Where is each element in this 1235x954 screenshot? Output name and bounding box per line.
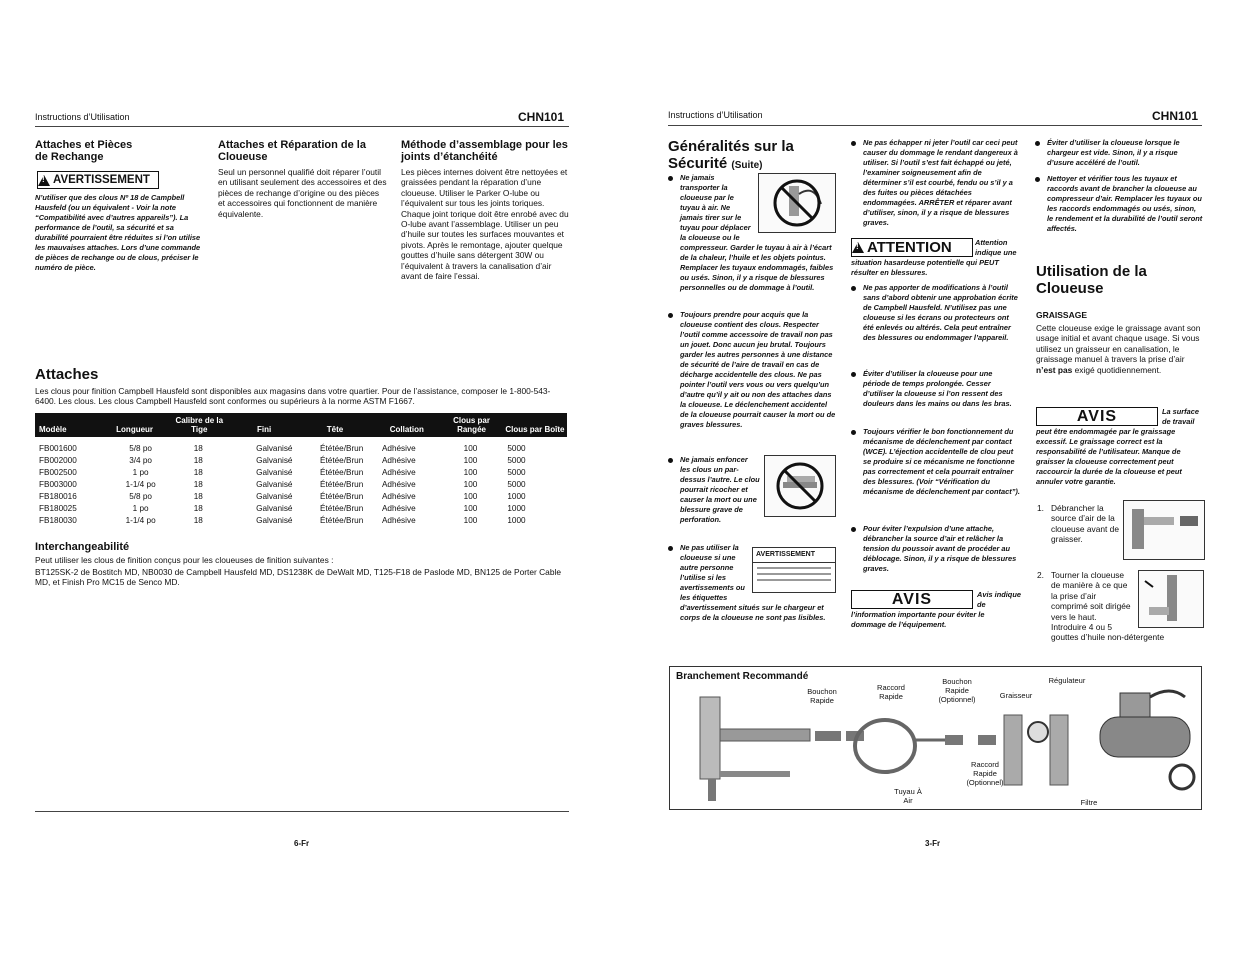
col-header: Tête [296,413,374,437]
utilisation-title: Utilisation de la Cloueuse [1036,263,1147,297]
attention-block [851,238,1021,278]
table-cell: 100 [463,480,478,489]
table-cell: Ététée/Brun [320,468,364,477]
connection-diagram [669,666,1202,810]
nailer-drawing [1124,501,1204,559]
interchange-list: BT125SK-2 de Bostitch MD, NB0030 de Campbell Hausfeld MD, DS1238K de DeWalt MD, T125-F18 de Paslode MD, BN125 de Porter Cable MD, et Finish Pro MC15 de Senco MD. [35,567,562,588]
bullet-text: Ne pas apporter de modifications à l’outil sans d’abord obtenir une approbation écrite de Campbell Hausfeld. N’utilisez pas une cloueuse si les écrans ou protecteurs ont été enlevés ou altérés. Cela peut entraîner des blessures ou endommager l’appareil. [863,283,1018,342]
table-cell: FB180016 [39,492,77,501]
bullet-text: Ne jamais enfoncer les clous un par-dessus l’autre. Le clou pourrait ricocher et causer la mort ou une blessure grave de perforation. [680,455,836,525]
bullet-icon [851,141,856,146]
step2-number: 2. [1037,570,1044,580]
table-cell: FB002000 [39,456,77,465]
label-raccord-rapide: Raccord Rapide [877,683,905,701]
table-cell: 5000 [507,444,526,453]
table-cell: Ététée/Brun [320,516,364,525]
nailer-icon [700,697,810,801]
step1-number: 1. [1037,503,1044,513]
oil-nailer-illustration-2 [1138,570,1204,628]
section-title-attaches-pieces: Attaches et Pièces de Rechange [35,139,133,163]
diagram-title: Branchement Recommandé [676,671,809,682]
no-stacking-nails-icon [764,455,836,517]
table-cell: 1000 [507,504,526,513]
table-row [35,503,567,515]
bullet-icon [1035,141,1040,146]
label-raccord-optionnel: Raccord Rapide (Optionnel) [966,760,1004,787]
table-cell: Galvanisé [256,516,293,525]
table-cell: 1 po [132,468,149,477]
col-header: Clous par Boîte [503,413,567,437]
section-title-assemblage: Méthode d’assemblage pour les joints d’étanchéité [401,139,568,163]
col-header: Clous par Rangée [440,413,504,437]
table-cell: Ététée/Brun [320,504,364,513]
specs-table [35,413,567,527]
table-cell: Galvanisé [256,480,293,489]
table-cell: 5/8 po [129,492,152,501]
oil-nailer-illustration-1 [1123,500,1205,560]
graissage-text: Cette cloueuse exige le graissage avant son usage initial et avant chaque usage. Si vous utilisez un graisseur en canalisation, le graissage manuel à travers la prise d’air n’est pas exigé quotidiennement. [1036,323,1201,375]
table-cell: Ététée/Brun [320,492,364,501]
avis-block [851,590,1021,630]
table-cell: 18 [193,456,203,465]
compressor-icon [1100,691,1194,789]
attention-text: Attention indique une situation hasardeuse potentielle qui PEUT résulter en blessures. [851,238,1017,277]
col2-bullet-1 [851,138,1021,228]
avis-text: La surface de travail peut être endommagée par le graissage excessif. Le graissage correct est la responsabilité de l’utilisateur. Manque de graisser la cloueuse correctement peut raccourcir la durée de la cloueuse et peut annuler votre garantie. [1036,407,1199,486]
table-cell: Ététée/Brun [320,444,364,453]
table-cell: 18 [193,468,203,477]
table-cell: Galvanisé [256,456,293,465]
avis-badge: AVIS [851,590,973,609]
attaches-title: Attaches [35,366,99,383]
section-title-reparation: Attaches et Réparation de la Cloueuse [218,139,366,163]
label-regulateur: Régulateur [1048,676,1086,685]
header-model: CHN101 [1152,109,1199,123]
table-cell: 100 [463,516,478,525]
safety-bullet-1 [668,173,836,293]
bullet-text: Éviter d’utiliser la cloueuse lorsque le chargeur est vide. Sinon, il y a risque d’usure accéléré de l’outil. [1047,138,1180,167]
table-cell: Adhésive [381,480,416,489]
graissage-heading: GRAISSAGE [1036,310,1088,320]
assemblage-text: Les pièces internes doivent être nettoyées et graissées pendant la réparation d’une cloueuse. Utiliser le Parker O-lube ou l’équivalent sur tous les joints toriques. Chaque joint torique doit être enrobé avec du O-lube avant l’assemblage. Utiliser un peu d’huile sur toutes les surfaces mouvantes et pivots. Après le remontage, ajouter quelque gouttes d’huile sans détergent 30W ou l’équivalent à travers la canalisation d’air avant de faire l’essai. [401,167,569,282]
table-cell: 1000 [507,516,526,525]
header-instructions: Instructions d’Utilisation [668,110,763,120]
table-cell: 100 [463,456,478,465]
table-cell: 18 [193,504,203,513]
safety-bullet-3 [668,455,836,525]
lubricator-regulator-filter-icon [1004,715,1068,785]
bullet-text: Ne jamais transporter la cloueuse par le tuyau à air. Ne jamais tirer sur le tuyau pour déplacer la cloueuse ou le compresseur. Garder le tuyau à air à l’écart de la chaleur, l’huile et les objets pointus. Remplacer les tuyaux endommagés, faibles ou usés. Sinon, il y a risque de blessures personnelles ou de dommage à l’outil. [680,173,836,293]
small-warning-label: AVERTISSEMENT [753,548,835,563]
bullet-icon [851,286,856,291]
col3-bullet-2 [1035,174,1203,234]
bullet-text: Ne pas échapper ni jeter l’outil car ceci peut causer du dommage le rendant dangereux à utiliser. Si l’outil s’est fait échappé ou jeté, l’examiner soigneusement afin de déterminer s’il est courbé, fendu ou s’il y a des fuites ou pièces détachées endommagées. ARRÊTER et réparer avant d’utiliser, sinon, il y a risque de blessures graves. [863,138,1018,227]
table-cell: Adhésive [381,504,416,513]
bullet-icon [851,430,856,435]
warning-label: AVERTISSEMENT [53,174,150,186]
table-row [35,467,567,479]
label-bouchon-rapide: Bouchon Rapide [807,687,837,705]
footer-rule [35,811,569,812]
col-header: Modèle [35,413,103,437]
step2-text: Tourner la cloueuse de manière à ce que la prise d’air comprimé soit dirigée vers le haut. Introduire 4 ou 5 gouttes d’huile non-détergente [1051,570,1204,643]
bullet-text: Toujours prendre pour acquis que la cloueuse contient des clous. Respecter l’outil comme accessoire de travail non pas un jouet. Donc aucun jeu brutal. Toujours garder les autres personnes à une distance de sécurité de l’aire de travail en cas de décharge accidentelle des clous. Ne pas pointer l’outil vers vous ou vers quelqu’un d’autre qu’il y ait ou non des attaches dans la cloueuse. Le déclenchement accidentel de la cloueuse pourrait causer la mort ou de graves blessures. [680,310,836,429]
table-cell: Adhésive [381,492,416,501]
table-cell: 1-1/4 po [125,516,156,525]
safety-title [668,138,838,174]
no-carry-by-hose-icon [758,173,836,233]
table-cell: Ététée/Brun [320,456,364,465]
col-header: Collation [374,413,440,437]
bullet-icon [668,546,673,551]
bullet-icon [851,372,856,377]
warning-triangle-icon [38,175,50,186]
bullet-icon [668,176,673,181]
page-number: 6-Fr [294,839,310,848]
avis-block-2 [1036,407,1204,487]
header-rule [35,126,569,127]
avis-badge: AVIS [1036,407,1158,426]
label-tuyau: Tuyau À Air [894,787,922,805]
page-number: 3-Fr [925,839,941,848]
specs-table-wrapper [35,413,567,527]
safety-bullet-2 [668,310,836,430]
table-cell: Galvanisé [256,468,293,477]
warning-label-illustration [752,547,836,593]
bullet-icon [668,458,673,463]
table-row [35,437,567,455]
avis-text: Avis indique de l’information importante pour éviter le dommage de l’équipement. [851,590,1021,629]
warning-text: N’utiliser que des clous Nº 18 de Campbell Hausfeld (ou un équivalent - Voir la note “Compatibilité avec d’autres appareils”). La performance de l’outil, sa sécurité et sa durabilité pourraient être réduites si l’on utilise les mauvaises attaches. Lors d’une commande de pièces de rechange ou de clous, préciser le numéro de pièce. [35,193,201,272]
header-model: CHN101 [518,110,565,124]
table-cell: Galvanisé [256,504,293,513]
table-cell: Adhésive [381,456,416,465]
table-cell: 100 [463,504,478,513]
table-cell: Galvanisé [256,492,293,501]
table-cell: Adhésive [381,444,416,453]
table-cell: 18 [193,444,203,453]
bullet-icon [851,527,856,532]
bullet-icon [1035,177,1040,182]
header-rule [668,125,1202,126]
table-cell: FB002500 [39,468,77,477]
col2-bullet-5 [851,524,1021,574]
label-graisseur: Graisseur [999,691,1033,700]
table-cell: Adhésive [381,516,416,525]
table-cell: 18 [193,480,203,489]
col2-bullet-2 [851,283,1021,343]
table-cell: 1 po [132,504,149,513]
table-header-row [35,413,567,437]
table-row [35,479,567,491]
interchange-intro: Peut utiliser les clous de finition conçus pour les cloueuses de finition suivantes : [35,555,334,565]
table-cell: 5000 [507,480,526,489]
table-cell: 100 [463,468,478,477]
table-cell: 18 [193,516,203,525]
table-cell: 100 [463,444,478,453]
bullet-text: AVERTISSEMENT Ne pas utiliser la cloueuse si une autre personne l’utilise si les avertissements ou les étiquettes d’avertissement situés sur le chargeur et corps de la cloueuse ne sont pas lisibles. [680,543,836,623]
col-header: Longueur [103,413,167,437]
table-cell: 3/4 po [129,456,152,465]
bullet-text: Pour éviter l’expulsion d’une attache, débrancher la source d’air et relâcher la tension du poussoir avant de procéder au déblocage. Sinon, il y a risque de blessures graves. [863,524,1017,573]
warning-triangle-icon [852,242,864,253]
bullet-text: Nettoyer et vérifier tous les tuyaux et raccords avant de brancher la cloueuse au compresseur d’air. Remplacer les tuyaux ou les raccords endommagés ou usés, sinon, le rendement et la durabilité de l’outil seront affectés. [1047,174,1203,233]
table-row [35,515,567,527]
table-cell: 18 [193,492,203,501]
col2-bullet-4 [851,427,1021,497]
reparation-text: Seul un personnel qualifié doit réparer l’outil en utilisant seulement des accessoires et des pièces de rechange d’origine ou des pièces et accessoires qui fonctionnent de manière équivalente. [218,167,387,219]
table-cell: Ététée/Brun [320,480,364,489]
prohibited-hose-illustration [759,174,835,232]
table-cell: FB180025 [39,504,77,513]
table-row [35,491,567,503]
table-cell: FB001600 [39,444,77,453]
safety-bullet-4 [668,543,836,623]
attention-label: ATTENTION [867,239,952,256]
warning-badge [37,171,159,189]
table-cell: 1000 [507,492,526,501]
table-row [35,455,567,467]
safety-title-text: Généralités sur la Sécurité [668,138,794,172]
bullet-text: Éviter d’utiliser la cloueuse pour une période de temps prolongée. Cesser d’utiliser la cloueuse si l’on ressent des douleurs dans les mains ou dans les bras. [863,369,1012,408]
header-instructions: Instructions d’Utilisation [35,112,130,122]
table-cell: 1-1/4 po [125,480,156,489]
safety-title-suffix: (Suite) [731,160,763,171]
bullet-icon [668,313,673,318]
table-cell: 5/8 po [129,444,152,453]
bullet-text: Toujours vérifier le bon fonctionnement du mécanisme de déclenchement par contact (WCE). L’éjection accidentelle de clou peut se produire si ce mécanisme ne fonctionne pas correctement et cela pourrait entraîner des blessures. (Voir “Vérification du mécanisme de déclenchement par contact”). [863,427,1020,496]
col3-bullet-1 [1035,138,1203,168]
table-cell: 5000 [507,468,526,477]
table-cell: 5000 [507,456,526,465]
table-cell: FB180030 [39,516,77,525]
table-cell: FB003000 [39,480,77,489]
prohibited-stacking-illustration [765,456,835,516]
interchange-title: Interchangeabilité [35,541,130,553]
table-cell: Galvanisé [256,444,293,453]
attaches-intro: Les clous pour finition Campbell Hausfeld sont disponibles aux magasins dans votre quartier. Pour de l’assistance, composer le 1-800-543-6400. Les clous. Les clous Campbell Hausfeld sont conformes ou supérieurs à la norme ASTM F1667. [35,386,551,407]
attention-badge [851,238,973,257]
label-bouchon-optionnel: Bouchon Rapide (Optionnel) [938,677,976,704]
col-header: Fini [232,413,296,437]
specs-table-body [35,437,567,527]
col2-bullet-3 [851,369,1021,409]
label-filtre: Filtre [1080,798,1098,807]
step1-text: Débrancher la source d’air de la cloueuse avant de graisser. [1051,503,1119,545]
col-header: Calibre de la Tige [166,413,232,437]
table-cell: 100 [463,492,478,501]
nailer-drawing [1139,571,1203,627]
table-cell: Adhésive [381,468,416,477]
